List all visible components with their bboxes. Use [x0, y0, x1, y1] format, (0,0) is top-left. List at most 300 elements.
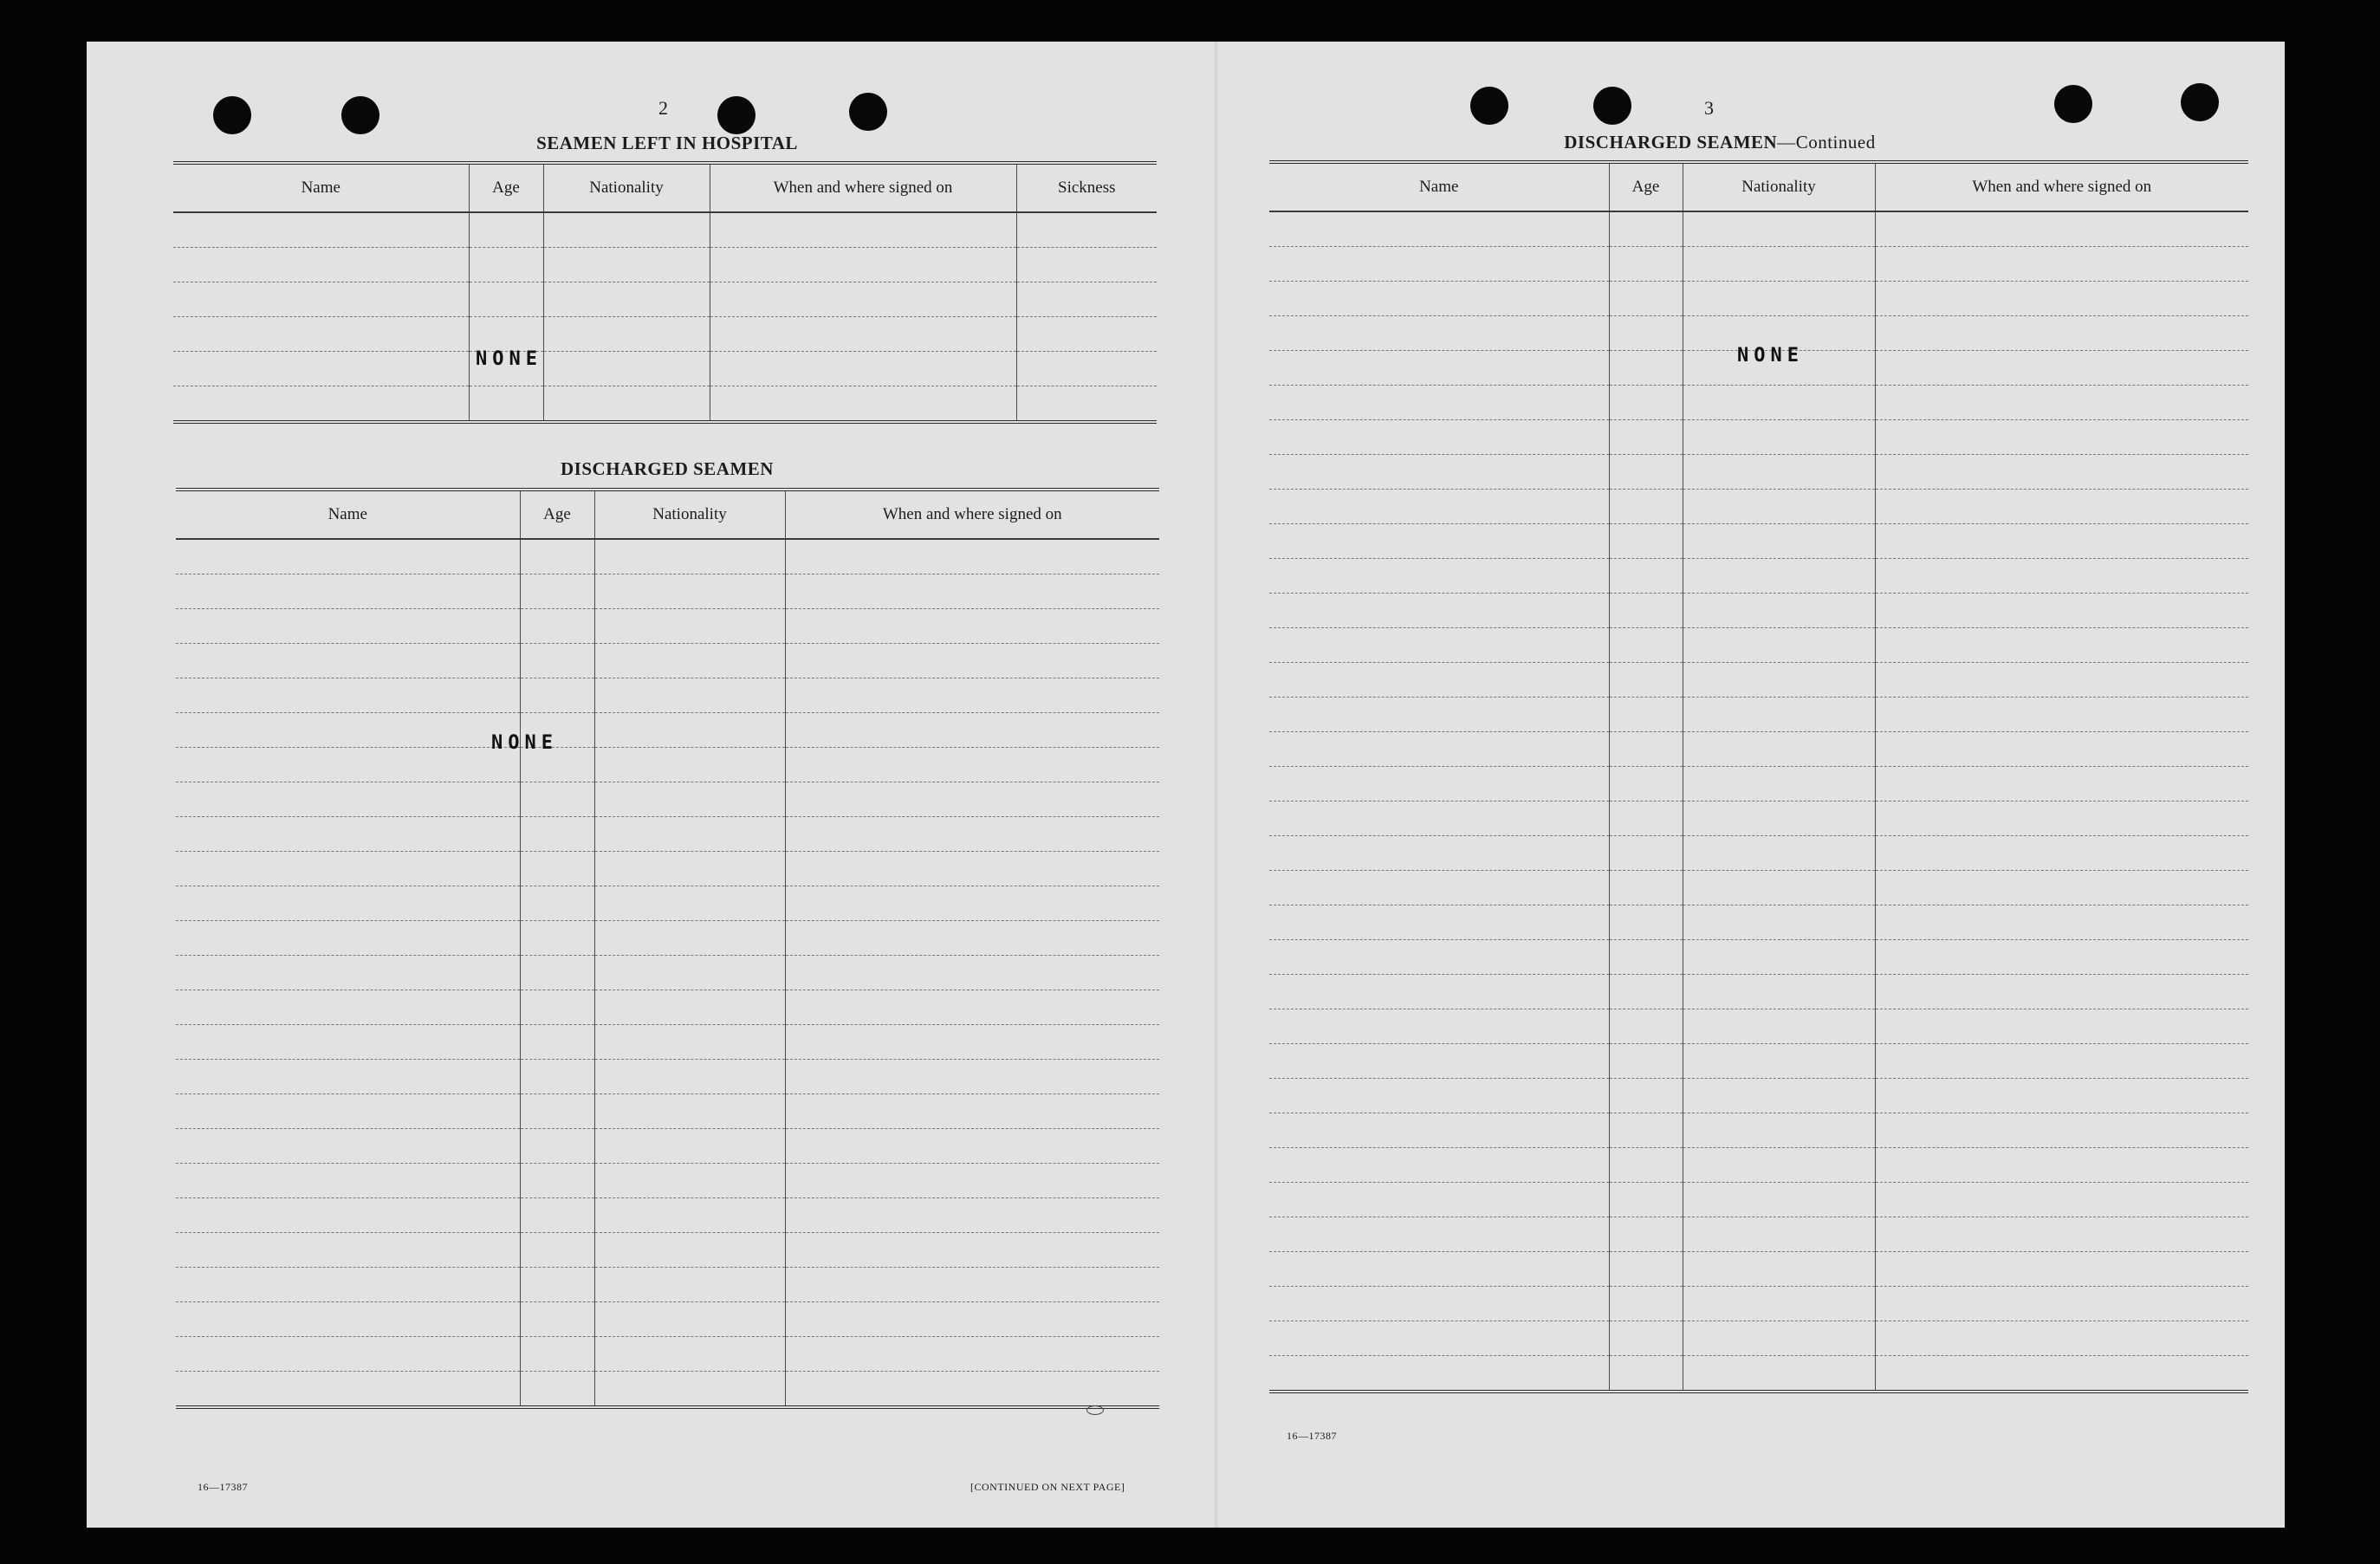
- table-cell: [520, 990, 594, 1025]
- table-cell: [1609, 1183, 1683, 1217]
- table-cell: [1875, 594, 2248, 628]
- table-row: [1269, 1321, 2248, 1356]
- table-cell: [1269, 1148, 1609, 1183]
- table-row: [173, 317, 1157, 352]
- table-cell: [785, 1337, 1159, 1372]
- table-cell: [176, 1268, 520, 1302]
- table-cell: [1269, 975, 1609, 1009]
- table-cell: [785, 713, 1159, 748]
- table-cell: [520, 1060, 594, 1094]
- table-cell: [1875, 282, 2248, 316]
- table-row: [1269, 663, 2248, 698]
- table-cell: [1609, 559, 1683, 594]
- table-cell: [1609, 316, 1683, 351]
- table-cell: [785, 574, 1159, 609]
- table-cell: [1683, 663, 1875, 698]
- table-row: [176, 1233, 1159, 1268]
- table-cell: [594, 1337, 785, 1372]
- column-header-age: Age: [520, 490, 594, 539]
- table-cell: [785, 1164, 1159, 1198]
- table-row: [1269, 282, 2248, 316]
- table-cell: [785, 817, 1159, 852]
- table-cell: [1609, 767, 1683, 801]
- table-row: [176, 1129, 1159, 1164]
- document-sheet: [87, 42, 2285, 1528]
- table-cell: [594, 678, 785, 713]
- table-cell: [1683, 1009, 1875, 1044]
- table-row: [173, 352, 1157, 386]
- table-cell: [1683, 698, 1875, 732]
- table-cell: [1683, 871, 1875, 905]
- table-cell: [785, 539, 1159, 574]
- table-cell: [785, 1094, 1159, 1129]
- table-cell: [594, 748, 785, 782]
- continued-note: [CONTINUED ON NEXT PAGE]: [970, 1481, 1125, 1493]
- table-cell: [594, 539, 785, 574]
- table-row: [1269, 420, 2248, 455]
- title-main: DISCHARGED SEAMEN: [1564, 132, 1778, 153]
- table-cell: [594, 956, 785, 990]
- table-cell: [785, 644, 1159, 678]
- table-cell: [1609, 1079, 1683, 1113]
- table-cell: [1269, 767, 1609, 801]
- table-cell: [594, 713, 785, 748]
- table-cell: [710, 352, 1016, 386]
- table-cell: [520, 921, 594, 956]
- column-header-name: Name: [176, 490, 520, 539]
- table-row: [176, 644, 1159, 678]
- table-cell: [1269, 455, 1609, 490]
- table-row: [176, 539, 1159, 574]
- table-cell: [1609, 282, 1683, 316]
- table-row: [1269, 1252, 2248, 1287]
- table-cell: [594, 1060, 785, 1094]
- table-cell: [1875, 663, 2248, 698]
- table-cell: [594, 852, 785, 886]
- form-number: 16—17387: [1287, 1430, 1337, 1442]
- table-cell: [1269, 211, 1609, 247]
- table-cell: [1609, 975, 1683, 1009]
- table-cell: [176, 817, 520, 852]
- table-cell: [1609, 628, 1683, 663]
- table-cell: [543, 248, 710, 282]
- table-row: [1269, 871, 2248, 905]
- table-cell: [176, 748, 520, 782]
- table-cell: [176, 990, 520, 1025]
- table-cell: [1683, 1217, 1875, 1252]
- table-cell: [1269, 663, 1609, 698]
- table-cell: [1683, 732, 1875, 767]
- table-row: [176, 886, 1159, 921]
- table-row: [176, 956, 1159, 990]
- table-cell: [1269, 1113, 1609, 1148]
- table-cell: [1683, 1356, 1875, 1392]
- table-cell: [1609, 247, 1683, 282]
- table-cell: [1609, 732, 1683, 767]
- table-cell: [469, 248, 543, 282]
- table-cell: [1269, 594, 1609, 628]
- table-cell: [520, 1025, 594, 1060]
- table-row: [173, 248, 1157, 282]
- table-row: [1269, 1356, 2248, 1392]
- table-cell: [1269, 1044, 1609, 1079]
- table-row: [1269, 1148, 2248, 1183]
- table-cell: [1269, 282, 1609, 316]
- table-cell: [1683, 1183, 1875, 1217]
- table-cell: [1269, 905, 1609, 940]
- table-cell: [1683, 455, 1875, 490]
- table-cell: [173, 317, 469, 352]
- table-cell: [1269, 1356, 1609, 1392]
- punch-hole-icon: [213, 96, 251, 134]
- table-row: [1269, 1044, 2248, 1079]
- table-cell: [1683, 490, 1875, 524]
- table-row: [173, 282, 1157, 317]
- table-cell: [1609, 1044, 1683, 1079]
- table-cell: [1683, 801, 1875, 836]
- table-row: [1269, 836, 2248, 871]
- table-cell: [543, 352, 710, 386]
- table-row: [1269, 490, 2248, 524]
- table-cell: [469, 317, 543, 352]
- table-cell: [1016, 248, 1157, 282]
- table-cell: [1875, 455, 2248, 490]
- table-cell: [1016, 317, 1157, 352]
- table-cell: [1609, 490, 1683, 524]
- page-number: 3: [1704, 97, 1715, 119]
- table-row: [1269, 732, 2248, 767]
- table-cell: [594, 1233, 785, 1268]
- table-cell: [594, 574, 785, 609]
- table-cell: [543, 282, 710, 317]
- punch-hole-icon: [849, 93, 887, 131]
- table-cell: [176, 1233, 520, 1268]
- table-row: [1269, 905, 2248, 940]
- table-cell: [1875, 940, 2248, 975]
- table-cell: [176, 609, 520, 644]
- table-cell: [710, 282, 1016, 317]
- table-cell: [520, 678, 594, 713]
- table-row: [1269, 455, 2248, 490]
- table-cell: [173, 248, 469, 282]
- table-row: [1269, 386, 2248, 420]
- table-row: [1269, 594, 2248, 628]
- column-header-name: Name: [1269, 162, 1609, 211]
- table-cell: [1609, 1321, 1683, 1356]
- table-cell: [1609, 1287, 1683, 1321]
- table-cell: [1875, 1113, 2248, 1148]
- table-row: [176, 609, 1159, 644]
- table-row: [1269, 1079, 2248, 1113]
- table-cell: [176, 1302, 520, 1337]
- table-row: [1269, 247, 2248, 282]
- table-row: [1269, 698, 2248, 732]
- table-cell: [1875, 732, 2248, 767]
- table-cell: [785, 886, 1159, 921]
- table-row: [176, 1060, 1159, 1094]
- table-cell: [785, 1372, 1159, 1408]
- table-cell: [1683, 628, 1875, 663]
- table-row: [1269, 801, 2248, 836]
- table-cell: [1269, 1252, 1609, 1287]
- table-cell: [1875, 211, 2248, 247]
- table-cell: [1016, 386, 1157, 423]
- table-cell: [520, 1372, 594, 1408]
- table-row: [1269, 940, 2248, 975]
- table-cell: [173, 352, 469, 386]
- table-cell: [520, 1164, 594, 1198]
- table-cell: [1269, 351, 1609, 386]
- table-cell: [1609, 1148, 1683, 1183]
- punch-hole-icon: [1593, 87, 1631, 125]
- table-cell: [1609, 801, 1683, 836]
- table-cell: [1609, 836, 1683, 871]
- table-cell: [176, 921, 520, 956]
- table-cell: [1609, 698, 1683, 732]
- table-cell: [1875, 490, 2248, 524]
- table-cell: [710, 386, 1016, 423]
- table-cell: [1269, 1183, 1609, 1217]
- table-cell: [1875, 559, 2248, 594]
- discharged-none-stamp: NONE: [491, 732, 558, 754]
- table-row: [1269, 1009, 2248, 1044]
- table-cell: [176, 1129, 520, 1164]
- table-cell: [1875, 905, 2248, 940]
- table-cell: [785, 1233, 1159, 1268]
- table-cell: [520, 1268, 594, 1302]
- table-cell: [1609, 351, 1683, 386]
- table-cell: [1269, 1217, 1609, 1252]
- table-row: [1269, 524, 2248, 559]
- table-cell: [785, 678, 1159, 713]
- table-cell: [1683, 1079, 1875, 1113]
- table-cell: [1269, 1321, 1609, 1356]
- table-cell: [176, 539, 520, 574]
- table-cell: [1683, 211, 1875, 247]
- table-cell: [785, 990, 1159, 1025]
- table-cell: [173, 212, 469, 248]
- table-cell: [1875, 1287, 2248, 1321]
- table-cell: [1875, 1148, 2248, 1183]
- table-cell: [176, 956, 520, 990]
- table-cell: [1269, 940, 1609, 975]
- table-row: [176, 574, 1159, 609]
- table-cell: [176, 1198, 520, 1233]
- smudge-mark: [1086, 1405, 1104, 1415]
- table-cell: [1875, 698, 2248, 732]
- table-cell: [785, 1198, 1159, 1233]
- table-cell: [520, 644, 594, 678]
- discharged-table: [176, 488, 1159, 1409]
- table-row: [1269, 767, 2248, 801]
- table-cell: [543, 317, 710, 352]
- hospital-table: [173, 161, 1157, 424]
- title-suffix: —Continued: [1777, 132, 1876, 153]
- table-cell: [176, 574, 520, 609]
- table-cell: [785, 956, 1159, 990]
- punch-hole-icon: [1470, 87, 1508, 125]
- table-cell: [520, 1233, 594, 1268]
- form-number: 16—17387: [198, 1481, 248, 1493]
- table-cell: [520, 1129, 594, 1164]
- table-row: [1269, 628, 2248, 663]
- table-cell: [594, 644, 785, 678]
- table-cell: [785, 1060, 1159, 1094]
- column-header-signed-on: When and where signed on: [1875, 162, 2248, 211]
- table-cell: [1683, 836, 1875, 871]
- table-cell: [594, 609, 785, 644]
- table-row: [1269, 559, 2248, 594]
- table-cell: [1269, 1009, 1609, 1044]
- table-cell: [1875, 801, 2248, 836]
- punch-hole-icon: [2181, 83, 2219, 121]
- table-cell: [594, 817, 785, 852]
- table-cell: [1269, 524, 1609, 559]
- column-header-age: Age: [1609, 162, 1683, 211]
- table-cell: [1875, 1321, 2248, 1356]
- table-row: [1269, 1217, 2248, 1252]
- table-row: [1269, 1183, 2248, 1217]
- table-cell: [1609, 1356, 1683, 1392]
- table-cell: [176, 678, 520, 713]
- table-cell: [1683, 282, 1875, 316]
- table-cell: [1875, 767, 2248, 801]
- table-cell: [520, 886, 594, 921]
- table-row: [176, 1164, 1159, 1198]
- table-cell: [1875, 351, 2248, 386]
- table-cell: [1269, 247, 1609, 282]
- table-cell: [785, 1025, 1159, 1060]
- table-cell: [1683, 905, 1875, 940]
- table-cell: [1609, 1217, 1683, 1252]
- left-page: [87, 42, 1213, 1528]
- table-cell: [176, 1025, 520, 1060]
- discharged-continued-title: [1434, 132, 2006, 153]
- column-header-name: Name: [173, 163, 469, 212]
- table-cell: [1609, 1252, 1683, 1287]
- table-cell: [710, 212, 1016, 248]
- table-cell: [176, 644, 520, 678]
- table-cell: [520, 609, 594, 644]
- hospital-section-title: SEAMEN LEFT IN HOSPITAL: [536, 133, 798, 153]
- table-cell: [1609, 455, 1683, 490]
- table-cell: [1683, 1044, 1875, 1079]
- table-cell: [1609, 594, 1683, 628]
- table-row: [176, 1372, 1159, 1408]
- table-cell: [520, 782, 594, 817]
- table-cell: [594, 1129, 785, 1164]
- table-cell: [1875, 836, 2248, 871]
- table-cell: [1269, 420, 1609, 455]
- table-cell: [1683, 386, 1875, 420]
- table-cell: [1609, 1113, 1683, 1148]
- column-header-sickness: Sickness: [1016, 163, 1157, 212]
- punch-hole-icon: [2054, 85, 2092, 123]
- table-cell: [1269, 559, 1609, 594]
- table-cell: [176, 852, 520, 886]
- table-row: [176, 1268, 1159, 1302]
- continued-none-stamp: NONE: [1737, 345, 1804, 367]
- column-header-signed-on: When and where signed on: [710, 163, 1016, 212]
- table-cell: [1269, 732, 1609, 767]
- table-cell: [1609, 905, 1683, 940]
- table-row: [176, 921, 1159, 956]
- table-cell: [520, 1198, 594, 1233]
- table-cell: [176, 782, 520, 817]
- table-cell: [594, 886, 785, 921]
- punch-hole-icon: [341, 96, 379, 134]
- table-cell: [1269, 1079, 1609, 1113]
- table-cell: [543, 212, 710, 248]
- table-cell: [1609, 663, 1683, 698]
- table-row: [1269, 211, 2248, 247]
- table-cell: [1875, 1252, 2248, 1287]
- table-cell: [1269, 386, 1609, 420]
- table-cell: [1683, 420, 1875, 455]
- table-cell: [1683, 940, 1875, 975]
- table-cell: [173, 386, 469, 423]
- table-cell: [520, 956, 594, 990]
- table-cell: [1609, 386, 1683, 420]
- table-row: [176, 782, 1159, 817]
- table-cell: [1683, 1252, 1875, 1287]
- hospital-none-stamp: NONE: [476, 348, 542, 370]
- table-cell: [1269, 490, 1609, 524]
- table-cell: [520, 539, 594, 574]
- table-cell: [176, 1164, 520, 1198]
- table-cell: [1875, 247, 2248, 282]
- table-cell: [176, 1094, 520, 1129]
- table-row: [173, 212, 1157, 248]
- table-cell: [520, 1094, 594, 1129]
- table-cell: [1875, 1044, 2248, 1079]
- table-cell: [176, 713, 520, 748]
- table-cell: [520, 1337, 594, 1372]
- table-cell: [594, 1164, 785, 1198]
- table-cell: [1609, 420, 1683, 455]
- discharged-section-title: DISCHARGED SEAMEN: [561, 458, 774, 479]
- table-cell: [176, 1337, 520, 1372]
- page-number: 2: [658, 97, 669, 119]
- table-cell: [176, 1060, 520, 1094]
- table-cell: [785, 748, 1159, 782]
- table-cell: [1875, 386, 2248, 420]
- table-cell: [469, 282, 543, 317]
- table-cell: [1016, 212, 1157, 248]
- table-row: [1269, 975, 2248, 1009]
- table-cell: [594, 1268, 785, 1302]
- table-row: [176, 817, 1159, 852]
- table-cell: [1683, 975, 1875, 1009]
- table-cell: [1875, 524, 2248, 559]
- table-cell: [1269, 628, 1609, 663]
- table-cell: [1683, 594, 1875, 628]
- table-cell: [469, 212, 543, 248]
- table-cell: [1016, 352, 1157, 386]
- table-row: [176, 1094, 1159, 1129]
- table-cell: [785, 1129, 1159, 1164]
- table-cell: [1875, 628, 2248, 663]
- table-cell: [1683, 1113, 1875, 1148]
- table-cell: [1875, 871, 2248, 905]
- table-cell: [1609, 211, 1683, 247]
- table-cell: [1016, 282, 1157, 317]
- table-cell: [1683, 1148, 1875, 1183]
- table-cell: [1683, 1287, 1875, 1321]
- table-cell: [1875, 1183, 2248, 1217]
- table-cell: [594, 1025, 785, 1060]
- table-row: [176, 713, 1159, 748]
